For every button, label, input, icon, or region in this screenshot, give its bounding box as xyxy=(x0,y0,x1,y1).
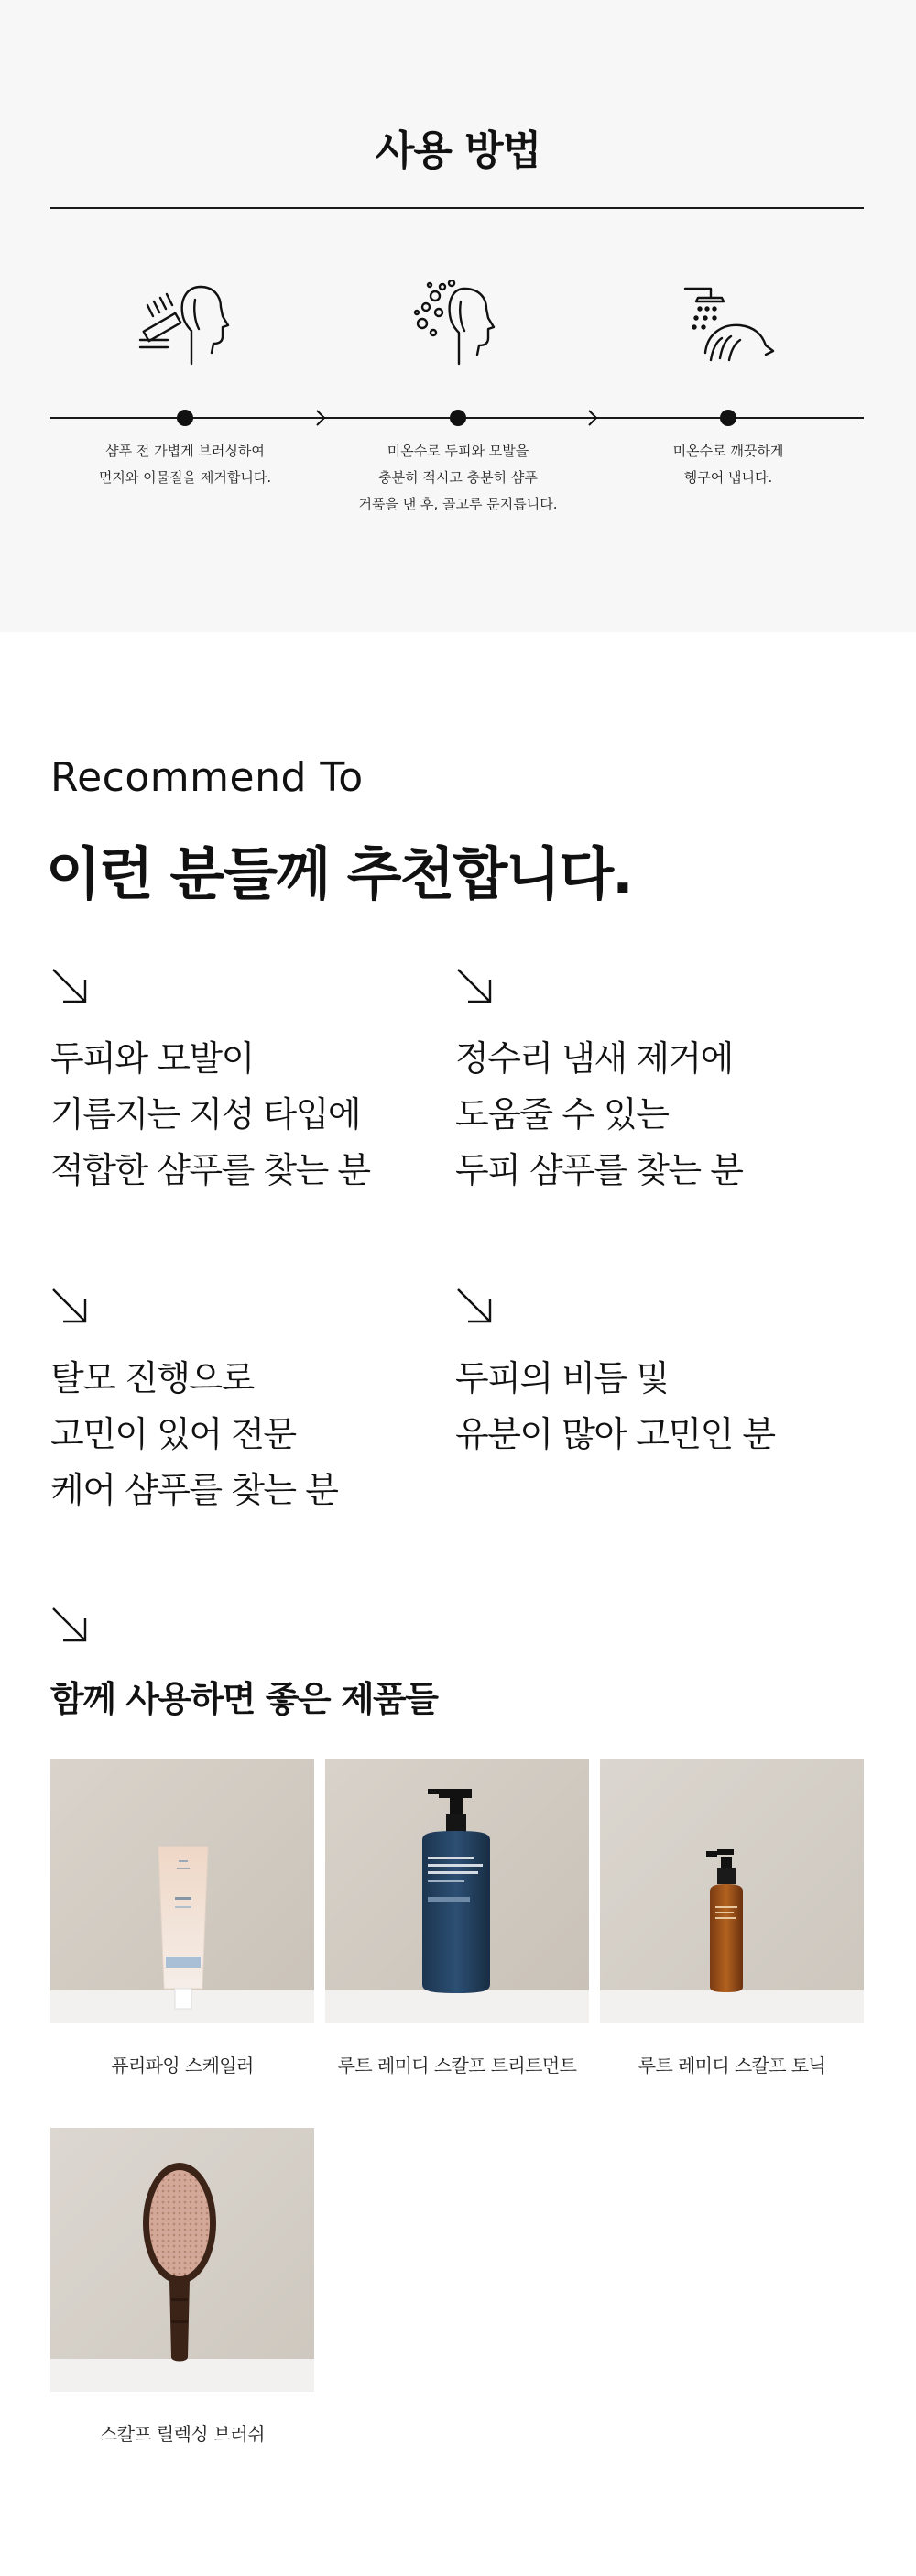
recommend-line: 케어 샴푸를 찾는 분 xyxy=(50,1470,338,1510)
chevron-right-icon xyxy=(312,405,329,431)
recommend-item xyxy=(50,1287,435,1518)
arrow-down-right-icon xyxy=(455,967,494,1005)
step-2-line: 미온수로 두피와 모발을 xyxy=(387,443,529,459)
step-1-text xyxy=(48,438,322,491)
hair-brushing-icon xyxy=(135,280,235,371)
step-2-line: 거품을 낸 후, 골고루 문지릅니다. xyxy=(358,496,558,512)
usage-title: 사용 방법 xyxy=(375,127,541,174)
step-3-line: 미온수로 깨끗하게 xyxy=(672,443,784,459)
recommend-line: 두피와 모발이 xyxy=(50,1038,254,1079)
step-3-dot xyxy=(720,410,736,426)
step-2-dot xyxy=(450,410,466,426)
recommend-item xyxy=(455,967,840,1199)
arrow-down-right-icon xyxy=(50,1606,89,1644)
product-card[interactable] xyxy=(50,2128,314,2446)
recommend-line: 탈모 진행으로 xyxy=(50,1358,254,1398)
recommend-item xyxy=(50,967,435,1199)
treatment-bottle-image[interactable] xyxy=(325,1759,589,2023)
recommend-title-en: Recommend To xyxy=(50,754,364,801)
step-1-line: 샴푸 전 가볍게 브러싱하여 xyxy=(105,443,265,459)
arrow-down-right-icon xyxy=(50,967,89,1005)
recommend-line: 도움줄 수 있는 xyxy=(455,1094,669,1135)
shampoo-foam-icon xyxy=(408,280,508,371)
recommend-line: 두피의 비듬 및 xyxy=(455,1358,669,1398)
chevron-right-icon xyxy=(584,405,601,431)
scalp-brush-image[interactable] xyxy=(50,2128,314,2392)
recommend-line: 정수리 냄새 제거에 xyxy=(455,1038,733,1079)
arrow-down-right-icon xyxy=(50,1287,89,1325)
recommend-title-ko: 이런 분들께 추천합니다. xyxy=(46,840,632,907)
usage-section xyxy=(0,0,916,632)
recommend-line: 고민이 있어 전문 xyxy=(50,1414,296,1454)
step-3-text xyxy=(591,438,866,491)
shower-rinse-icon xyxy=(678,280,779,371)
recommend-line: 기름지는 지성 타입에 xyxy=(50,1094,361,1135)
product-name[interactable]: 루트 레미디 스칼프 트리트먼트 xyxy=(337,2055,577,2077)
recommend-line: 유분이 많아 고민인 분 xyxy=(455,1414,775,1454)
step-2-line: 충분히 적시고 충분히 샴푸 xyxy=(378,469,538,486)
product-name[interactable]: 퓨리파잉 스케일러 xyxy=(111,2055,254,2077)
step-3-line: 헹구어 냅니다. xyxy=(683,469,773,486)
recommend-line: 두피 샴푸를 찾는 분 xyxy=(455,1150,743,1190)
product-card[interactable] xyxy=(325,1759,589,2077)
title-divider xyxy=(50,207,864,209)
step-2-text xyxy=(321,438,595,518)
tonic-spray-image[interactable] xyxy=(600,1759,864,2023)
scaler-tube-image[interactable] xyxy=(50,1759,314,2023)
product-card[interactable] xyxy=(50,1759,314,2077)
step-1-line: 먼지와 이물질을 제거합니다. xyxy=(98,469,272,486)
product-name[interactable]: 루트 레미디 스칼프 토닉 xyxy=(638,2055,826,2077)
product-name[interactable]: 스칼프 릴렉싱 브러쉬 xyxy=(100,2423,265,2445)
recommend-line: 적합한 샴푸를 찾는 분 xyxy=(50,1150,370,1190)
arrow-down-right-icon xyxy=(455,1287,494,1325)
step-1-dot xyxy=(177,410,193,426)
product-card[interactable] xyxy=(600,1759,864,2077)
related-products-title: 함께 사용하면 좋은 제품들 xyxy=(50,1679,438,1719)
recommend-item xyxy=(455,1287,840,1463)
